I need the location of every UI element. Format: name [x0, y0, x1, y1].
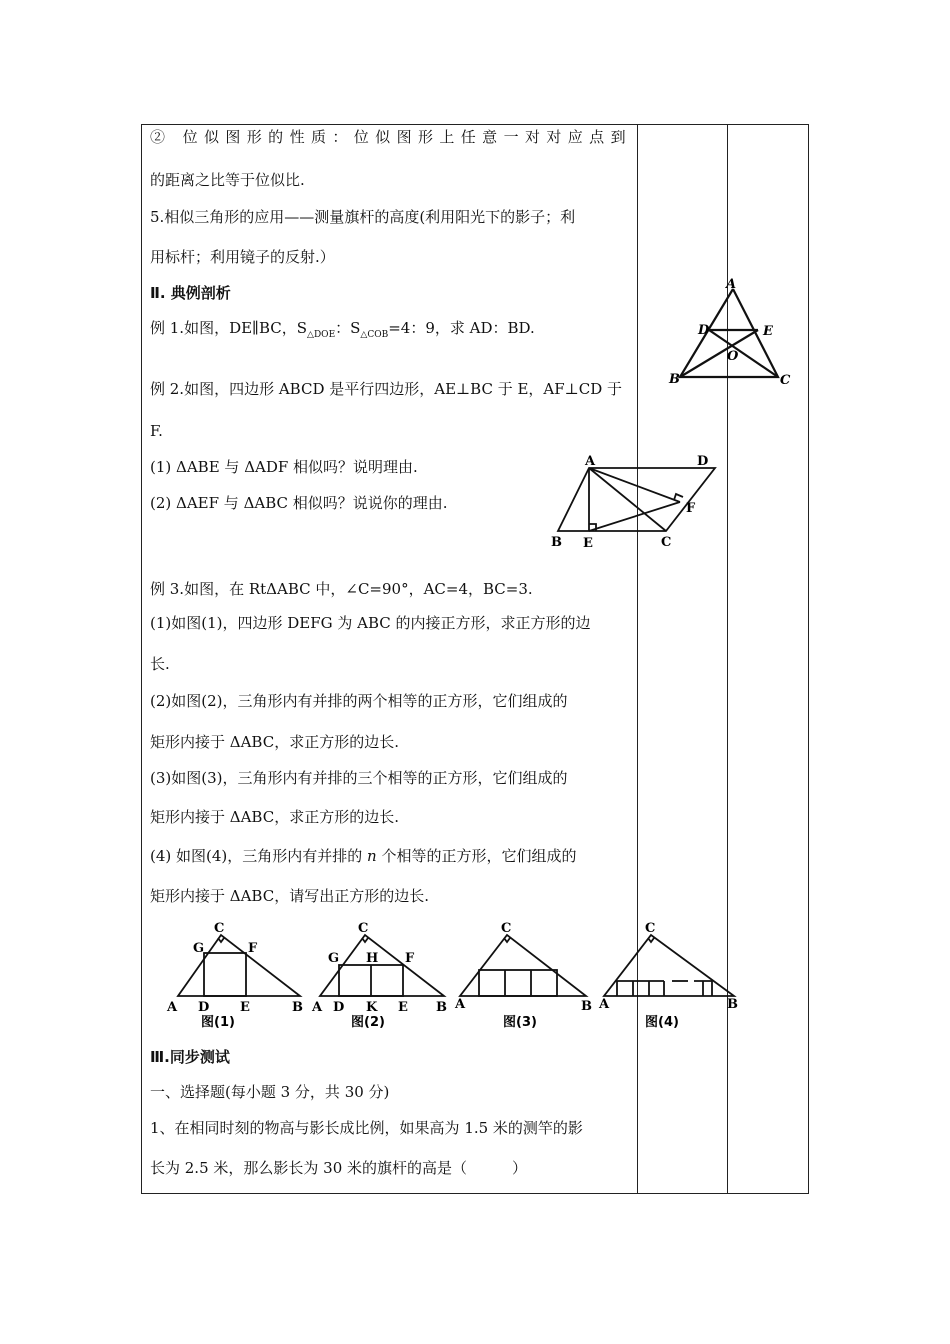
label-d: D — [698, 323, 710, 338]
fig4-squares-left — [617, 981, 664, 996]
example-1: 例 1.如图，DE∥BC，$S_{\triangle DOE}$：$S_{\triangle COB}=4$：9，求 AD：BD. — [150, 319, 535, 340]
fig3-rectangle — [479, 970, 557, 996]
subsection-heading: 一、选择题(每小题 3 分，共 30 分) — [150, 1083, 390, 1101]
question: (3)如图(3)，三角形内有并排的三个相等的正方形，它们组成的 — [150, 769, 568, 787]
fig4-label-c: C — [645, 921, 656, 936]
label-c: C — [780, 373, 791, 388]
question: 1、在相同时刻的物高与影长成比例，如果高为 1.5 米的测竿的影 — [150, 1119, 583, 1137]
label-f: F — [686, 501, 696, 516]
label-e: E — [583, 536, 593, 551]
question: (1)如图(1)，四边形 DEFG 为 ABC 的内接正方形，求正方形的边 — [150, 614, 591, 632]
text-line: 用标杆；利用镜子的反射.） — [150, 248, 335, 266]
label-a: A — [726, 277, 737, 292]
fig3-right-angle — [504, 938, 510, 942]
label-b: B — [551, 535, 562, 550]
question: (2)如图(2)，三角形内有并排的两个相等的正方形，它们组成的 — [150, 692, 568, 710]
question: 长为 2.5 米，那么影长为 30 米的旗杆的高是（ ） — [150, 1159, 528, 1177]
label-b: B — [669, 372, 680, 387]
question: (2) ΔAEF 与 ΔABC 相似吗？说说你的理由. — [150, 494, 448, 512]
fig4-caption: 图(4) — [645, 1015, 679, 1030]
text-line: F. — [150, 422, 163, 440]
fig2-label-h: H — [366, 951, 379, 966]
fig1-label-d: D — [198, 1000, 210, 1015]
fig1-label-b: B — [292, 1000, 303, 1015]
label-o: O — [727, 349, 739, 364]
fig4-label-a: A — [599, 997, 610, 1012]
text-line: 长. — [150, 655, 170, 673]
fig2-label-e: E — [398, 1000, 408, 1015]
fig1-label-f: F — [248, 941, 258, 956]
fig2-label-g: G — [328, 951, 340, 966]
text-line: 矩形内接于 ΔABC，求正方形的边长. — [150, 808, 399, 826]
question: (1) ΔABE 与 ΔADF 相似吗？说明理由. — [150, 458, 418, 476]
fig1-right-angle — [218, 938, 224, 942]
text-line: 的距离之比等于位似比. — [150, 171, 305, 189]
text-line: ② 位似图形的性质：位似图形上任意一对对应点到 — [150, 128, 632, 146]
text-line: 矩形内接于 ΔABC，求正方形的边长. — [150, 733, 399, 751]
fig2-label-a: A — [312, 1000, 323, 1015]
fig2-label-f: F — [405, 951, 415, 966]
fig3-caption: 图(3) — [503, 1015, 537, 1030]
example-3: 例 3.如图，在 RtΔABC 中，∠C=90°，AC=4，BC=3. — [150, 580, 533, 598]
fig2-caption: 图(2) — [351, 1015, 385, 1030]
fig1-square — [204, 953, 246, 996]
label-a: A — [585, 454, 596, 469]
question: (4) 如图(4)，三角形内有并排的 n 个相等的正方形，它们组成的 — [150, 847, 577, 865]
example-2: 例 2.如图，四边形 ABCD 是平行四边形，AE⊥BC 于 E，AF⊥CD 于 — [150, 380, 623, 398]
fig2-right-angle — [362, 938, 368, 942]
fig4-right-angle — [648, 938, 654, 942]
fig4-triangle — [604, 935, 734, 996]
fig1-label-g: G — [193, 941, 205, 956]
label-d: D — [697, 454, 709, 469]
label-e: E — [763, 324, 773, 339]
fig3-label-b: B — [581, 999, 592, 1014]
fig2-label-c: C — [358, 921, 369, 936]
fig1-caption: 图(1) — [201, 1015, 235, 1030]
fig1-label-e: E — [240, 1000, 250, 1015]
text-line: 5.相似三角形的应用——测量旗杆的高度(利用阳光下的影子；利 — [150, 208, 576, 226]
fig1-label-c: C — [214, 921, 225, 936]
label-c: C — [661, 535, 672, 550]
fig3-label-c: C — [501, 921, 512, 936]
fig4-label-b: B — [727, 997, 738, 1012]
fig1-label-a: A — [167, 1000, 178, 1015]
fig2-label-k: K — [366, 1000, 378, 1015]
fig3-label-a: A — [455, 997, 466, 1012]
section-heading: Ⅲ.同步测试 — [150, 1048, 230, 1066]
text-line: 矩形内接于 ΔABC，请写出正方形的边长. — [150, 887, 429, 905]
section-heading: Ⅱ. 典例剖析 — [150, 284, 231, 302]
fig2-label-d: D — [333, 1000, 345, 1015]
fig2-label-b: B — [436, 1000, 447, 1015]
